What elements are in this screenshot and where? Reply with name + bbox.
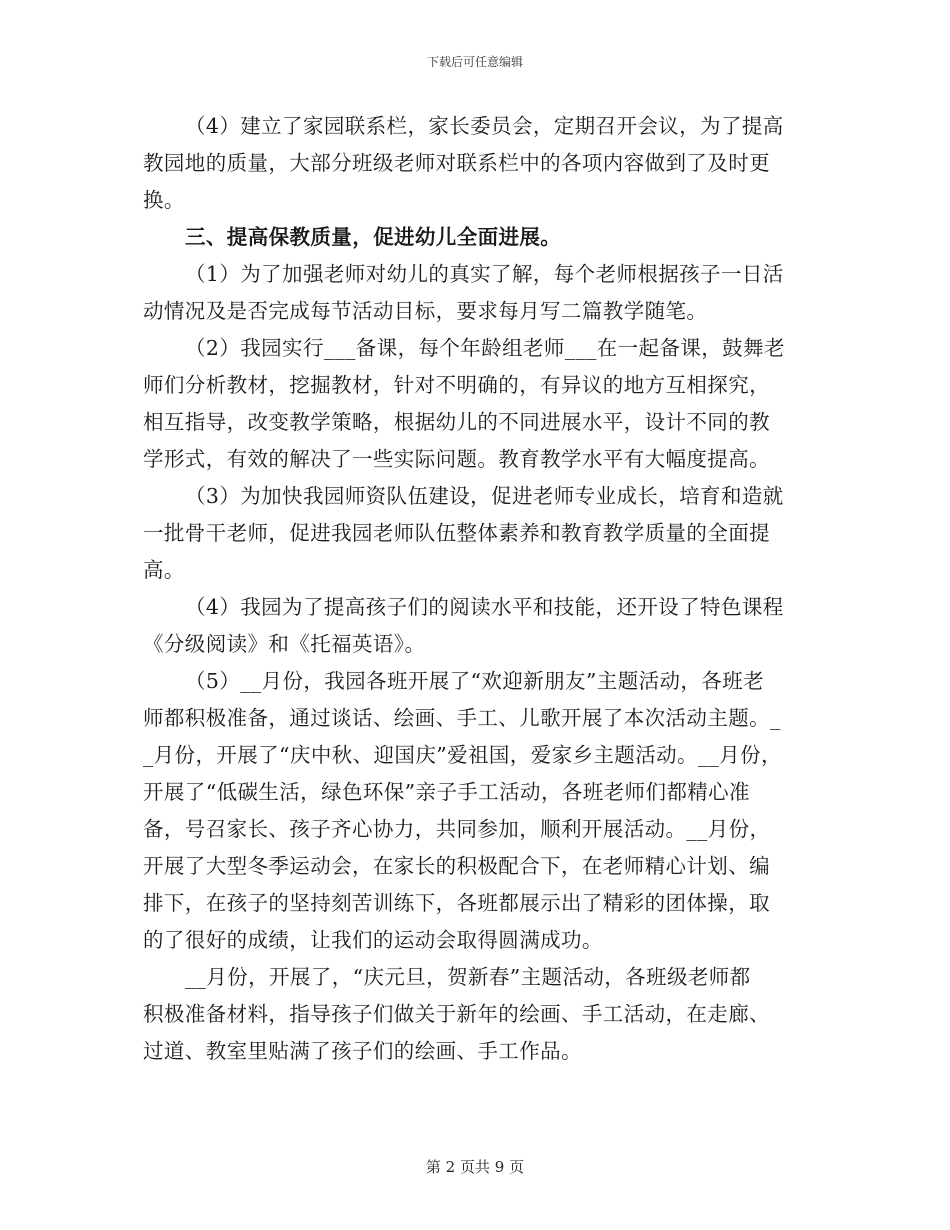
paragraph-line: 换。 xyxy=(143,188,185,212)
paragraph-line: __月份，开展了，“庆元旦，贺新春”主题活动，各班级老师都 xyxy=(185,965,751,989)
paragraph-line: 开展了大型冬季运动会，在家长的积极配合下，在老师精心计划、编 xyxy=(143,854,770,878)
paragraph-line: 动情况及是否完成每节活动目标，要求每月写二篇教学随笔。 xyxy=(143,299,708,323)
page-header: 下载后可任意编辑 xyxy=(426,55,523,69)
paragraph-line: 的了很好的成绩，让我们的运动会取得圆满成功。 xyxy=(143,928,603,952)
paragraph-line: 过道、教室里贴满了孩子们的绘画、手工作品。 xyxy=(143,1039,582,1063)
paragraph-line: （4）建立了家园联系栏，家长委员会，定期召开会议，为了提高 xyxy=(185,114,784,138)
paragraph-line: 师们分析教材，挖掘教材，针对不明确的，有异议的地方互相探究， xyxy=(143,373,770,397)
paragraph-line: （4）我园为了提高孩子们的阅读水平和技能，还开设了特色课程 xyxy=(185,595,784,619)
paragraph-line: （1）为了加强老师对幼儿的真实了解，每个老师根据孩子一日活 xyxy=(185,262,784,286)
paragraph-line: （2）我园实行___备课，每个年龄组老师___在一起备课，鼓舞老 xyxy=(185,336,785,360)
page-number: 第 2 页共 9 页 xyxy=(425,1158,525,1176)
paragraph-line: 备，号召家长、孩子齐心协力，共同参加，顺利开展活动。__月份， xyxy=(143,817,771,841)
paragraph-line: 排下，在孩子的坚持刻苦训练下，各班都展示出了精彩的团体操，取 xyxy=(143,891,770,915)
paragraph-line: 教园地的质量，大部分班级老师对联系栏中的各项内容做到了及时更 xyxy=(143,151,770,175)
paragraph-line: 学形式，有效的解决了一些实际问题。教育教学水平有大幅度提高。 xyxy=(143,447,770,471)
paragraph-line: _月份，开展了“庆中秋、迎国庆”爱祖国，爱家乡主题活动。__月份， xyxy=(143,743,782,767)
paragraph-line: 高。 xyxy=(143,558,185,582)
paragraph-line: 《分级阅读》和《托福英语》。 xyxy=(143,632,426,656)
paragraph-line: 相互指导，改变教学策略，根据幼儿的不同进展水平，设计不同的教 xyxy=(143,410,770,434)
paragraph-line: 开展了“低碳生活，绿色环保”亲子手工活动，各班老师们都精心准 xyxy=(143,780,750,804)
paragraph-line: 一批骨干老师，促进我园老师队伍整体素养和教育教学质量的全面提 xyxy=(143,521,770,545)
section-heading: 三、提高保教质量，促进幼儿全面进展。 xyxy=(185,225,562,249)
paragraph-line: （3）为加快我园师资队伍建设，促进老师专业成长，培育和造就 xyxy=(185,484,784,508)
document-body xyxy=(143,108,815,1070)
paragraph-line: （5）__月份，我园各班开展了“欢迎新朋友”主题活动，各班老 xyxy=(185,669,765,693)
paragraph-line: 积极准备材料，指导孩子们做关于新年的绘画、手工活动，在走廊、 xyxy=(143,1002,770,1026)
paragraph-line: 师都积极准备，通过谈话、绘画、手工、儿歌开展了本次活动主题。_ xyxy=(143,706,781,730)
